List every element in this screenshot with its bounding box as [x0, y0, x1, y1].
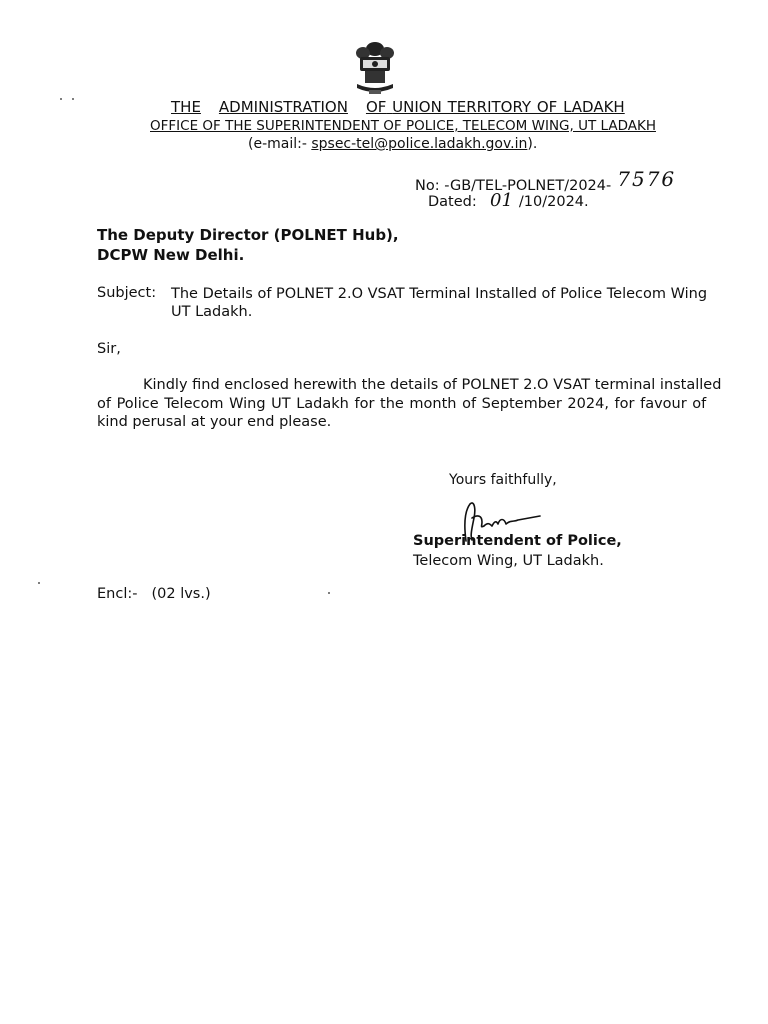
letterhead-word-of: OF — [365, 98, 387, 116]
scan-speck — [72, 98, 74, 100]
letterhead-line-2: OFFICE OF THE SUPERINTENDENT OF POLICE, TELECOM WING, UT LADAKH — [150, 118, 656, 134]
dated-handwritten-day: 01 — [490, 190, 513, 211]
email-prefix: (e-mail:- — [248, 136, 312, 152]
complimentary-close: Yours faithfully, — [449, 472, 557, 488]
reference-date — [428, 190, 589, 211]
email-link[interactable]: spsec-tel@police.ladakh.gov.in — [311, 136, 528, 152]
subject-line-2: UT Ladakh. — [171, 304, 253, 320]
enclosure-count: (02 lvs.) — [151, 586, 211, 602]
dated-label: Dated: — [428, 194, 477, 210]
letterhead-email-line — [248, 136, 537, 152]
body-line-3: kind perusal at your end please. — [97, 414, 332, 430]
body-line-2: of Police Telecom Wing UT Ladakh for the month of September 2024, for favour of — [97, 396, 707, 412]
reference-prefix: No: -GB/TEL-POLNET/2024- — [415, 178, 612, 194]
reference-handwritten-number: 7576 — [617, 167, 677, 191]
enclosure-note — [97, 586, 211, 602]
letterhead-word-administration: ADMINISTRATION — [218, 98, 348, 116]
scan-speck — [60, 98, 62, 100]
subject-label: Subject: — [97, 285, 157, 301]
national-emblem-icon — [349, 40, 401, 98]
addressee-line-2: DCPW New Delhi. — [97, 246, 245, 264]
letterhead-word-the: THE — [171, 98, 201, 116]
salutation: Sir, — [97, 341, 121, 357]
letterhead-territory: UNION TERRITORY OF LADAKH — [392, 98, 625, 116]
enclosure-label: Encl:- — [97, 586, 138, 602]
letterhead-line-1 — [171, 98, 625, 116]
scan-speck — [38, 582, 40, 584]
email-suffix: ). — [527, 136, 538, 152]
scan-speck — [328, 592, 330, 594]
subject-line-1: The Details of POLNET 2.O VSAT Terminal Installed of Police Telecom Wing — [171, 286, 708, 302]
addressee-line-1: The Deputy Director (POLNET Hub), — [97, 226, 399, 244]
signatory-unit: Telecom Wing, UT Ladakh. — [413, 553, 604, 569]
dated-month-year: /10/2024. — [518, 194, 589, 210]
signatory-title: Superintendent of Police, — [413, 533, 622, 549]
body-line-1: Kindly find enclosed herewith the details of POLNET 2.O VSAT terminal installed — [143, 377, 722, 393]
